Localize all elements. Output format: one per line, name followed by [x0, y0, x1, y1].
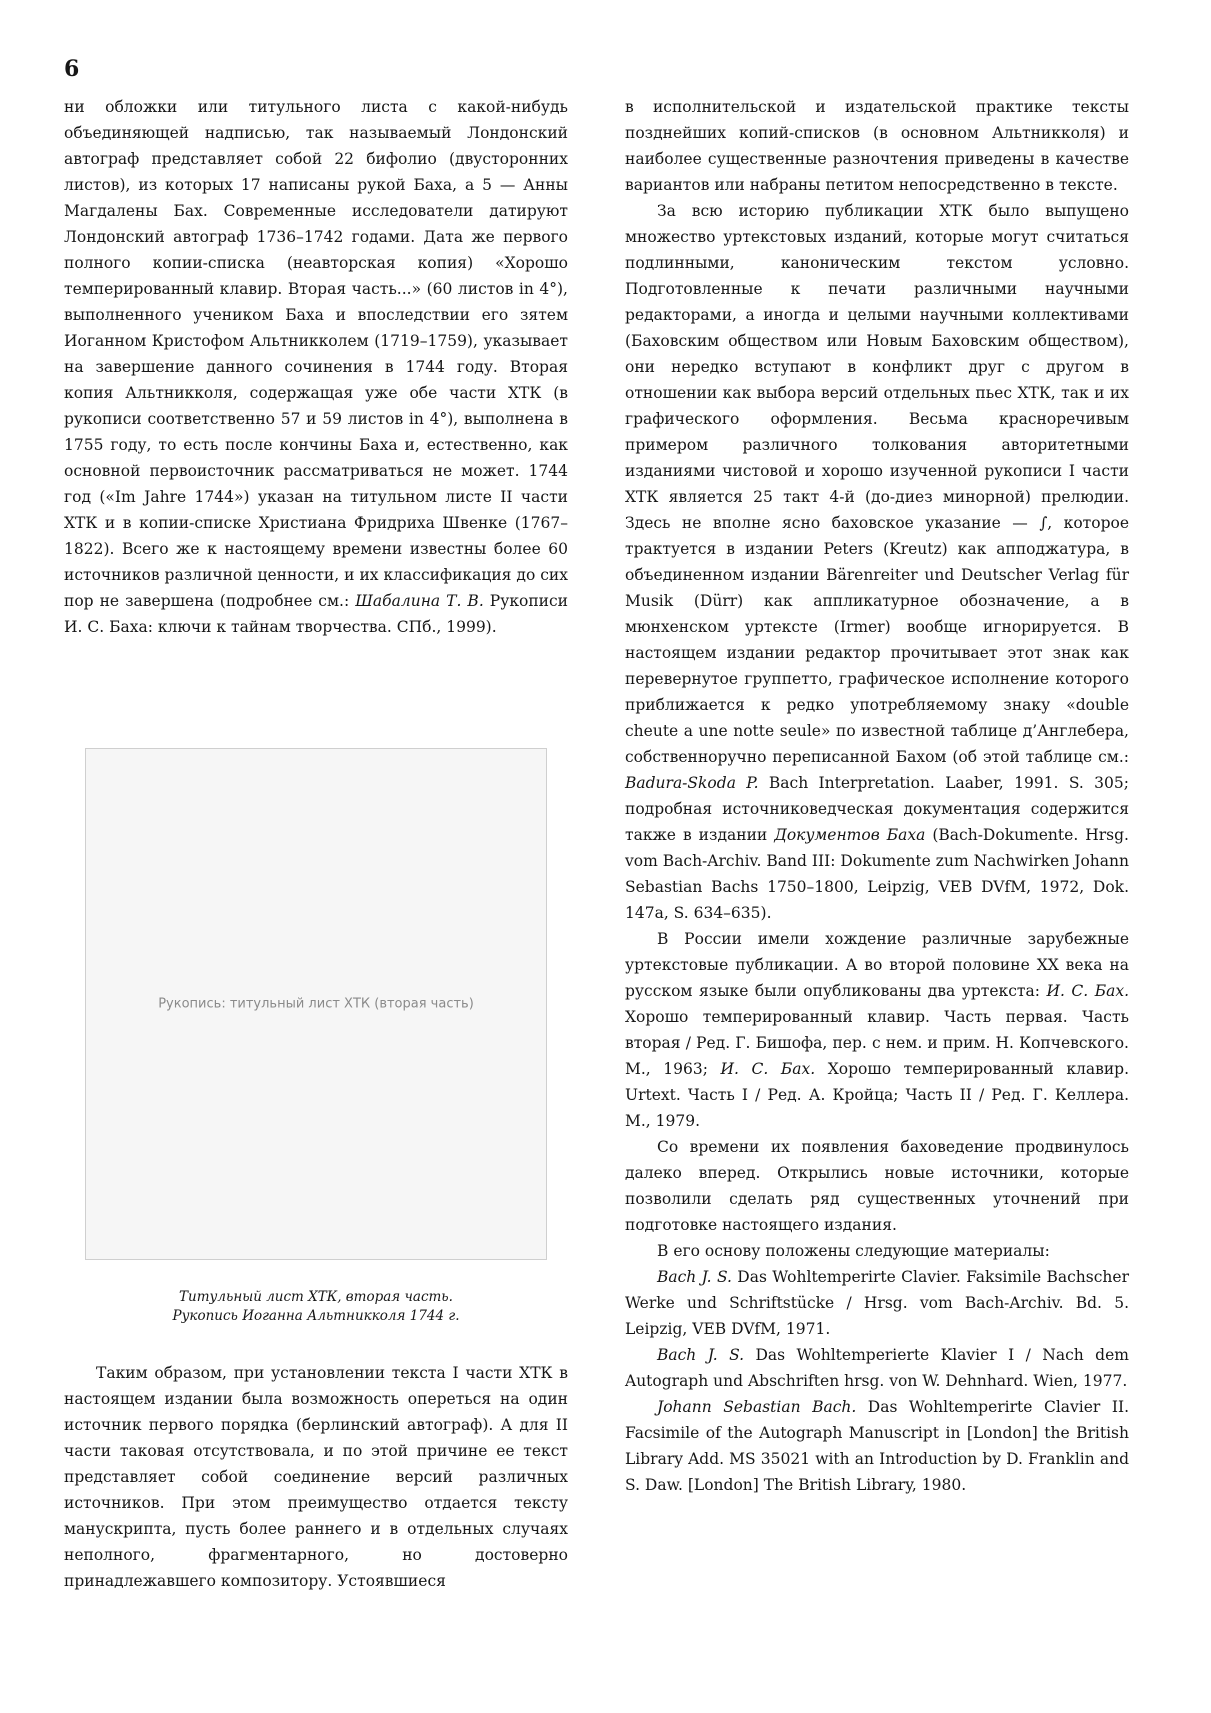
reference-text: Das Wohltemperirte Clavier. Faksimile Bachscher Werke und Schriftstücke / Hrsg. vom Bach-Archiv. Bd. 5. Leipzig, VEB DVfM, 1971. [625, 1268, 1129, 1338]
text-run: Рукописи И. С. Баха: ключи к тайнам творчества. СПб., 1999). [64, 592, 569, 636]
author-citation: И. С. Бах. [1046, 982, 1129, 1000]
ornament-symbol: ∫ [1039, 514, 1048, 532]
caption-line-2: Рукопись Иоганна Альтникколя 1744 г. [172, 1308, 460, 1324]
text-run: За всю историю публикации ХТК было выпущено множество уртекстовых изданий, которые могут считаться подлинными, каноническим текстом условно. Подготовленные к печати различными научными редакторами, а иногда и целыми научными коллективами (Баховским обществом или Новым Баховским обществом), они нередко вступают в конфликт друг с другом в отношении как выбора версий отдельных пьес ХТК, так и их графического оформления. Весьма красноречивым примером различного толкования авторитетными изданиями чистовой и хорошо изученной рукописи I части ХТК является 25 такт 4-й (до-диез минорной) прелюдии. Здесь не вполне ясно баховское указание — [625, 202, 1129, 532]
reference-author: Bach J. S. [657, 1268, 732, 1286]
text-run: (Bach-Dokumente. Hrsg. vom Bach-Archiv. Band III: Dokumente zum Nachwirken Johann Sebastian Bachs 1750–1800, Leipzig, VEB DVfM, 1972, Dok. 147a, S. 634–635). [625, 826, 1129, 922]
title-citation: Документов Баха [774, 826, 926, 844]
manuscript-image [85, 748, 547, 1260]
text-run: , которое трактуется в издании Peters (Kreutz) как апподжатура, в объединенном издании Bärenreiter und Deutscher Verlag für Musik (Dürr) как аппликатурное обозначение, а в мюнхенском уртексте (Irmer) вообще игнорируется. В настоящем издании редактор прочитывает этот знак как перевернутое группетто, графическое исполнение которого приближается к редко употребляемому знаку «double cheute a une notte seule» по известной таблице д’Англебера, собственноручно переписанной Бахом (об этой таблице см.: [625, 514, 1129, 766]
right-paragraph-5: В его основу положены следующие материалы: [657, 1242, 1050, 1260]
author-citation: Badura-Skoda P. [625, 774, 759, 792]
caption-line-1: Титульный лист ХТК, вторая часть. [179, 1289, 453, 1305]
right-paragraph-1: в исполнительской и издательской практике тексты позднейших копий-списков (в основном Альтникколя) и наиболее существенные разночтения приведены в качестве вариантов или набраны петитом непосредственно в тексте. [625, 98, 1129, 194]
right-paragraph-2 [625, 198, 1129, 926]
author-citation: Шабалина Т. В. [355, 592, 484, 610]
left-paragraph-1 [64, 94, 568, 640]
text-run: Хорошо темперированный клавир. Urtext. Часть I / Ред. А. Кройца; Часть II / Ред. Г. Келлера. М., 1979. [625, 1060, 1130, 1130]
author-citation: И. С. Бах. [720, 1060, 816, 1078]
text-run: В России имели хождение различные зарубежные уртекстовые публикации. А во второй половине XX века на русском языке были опубликованы два уртекста: [625, 930, 1129, 1000]
reference-1 [625, 1264, 1129, 1342]
right-paragraph-4: Со времени их появления баховедение продвинулось далеко вперед. Открылись новые источники, которые позволили сделать ряд существенных уточнений при подготовке настоящего издания. [625, 1138, 1129, 1234]
right-column [625, 94, 1129, 1498]
reference-author: Bach J. S. [657, 1346, 745, 1364]
left-column [64, 94, 568, 640]
text-run: Хорошо темперированный клавир. Часть первая. Часть вторая / Ред. Г. Бишофа, пер. с нем. и прим. Н. Копчевского. М., 1963; [625, 1008, 1129, 1078]
reference-2 [625, 1342, 1129, 1394]
text-run: ни обложки или титульного листа с какой-нибудь объединяющей надписью, так называемый Лондонский автограф представляет собой 22 бифолио (двусторонних листов), из которых 17 написаны рукой Баха, а 5 — Анны Магдалены Бах. Современные исследователи датируют Лондонский автограф 1736–1742 годами. Дата же первого полного копии-списка (неавторская копия) «Хорошо темперированный клавир. Вторая часть...» (60 листов in 4°), выполненного учеником Баха и впоследствии его зятем Иоганном Кристофом Альтникколем (1719–1759), указывает на завершение данного сочинения в 1744 году. Вторая копия Альтникколя, содержащая уже обе части ХТК (в рукописи соответственно 57 и 59 листов in 4°), выполнена в 1755 году, то есть после кончины Баха и, естественно, как основной первоисточник рассматриваться не может. 1744 год («Im Jahre 1744») указан на титульном листе II части ХТК и в копии-списке Христиана Фридриха Швенке (1767–1822). Всего же к настоящему времени известны более 60 источников различной ценности, и их классификация до сих пор не завершена (подробнее см.: [64, 98, 568, 610]
manuscript-figure [64, 748, 568, 1326]
reference-text: Das Wohltemperirte Clavier II. Facsimile of the Autograph Manuscript in [London] the British Library Add. MS 35021 with an Introduction by D. Franklin and S. Daw. [London] The British Library, 1980. [625, 1398, 1129, 1494]
text-run: Bach Interpretation. Laaber, 1991. S. 305; подробная источниковедческая документация содержится также в издании [625, 774, 1129, 844]
left-column-lower [64, 1360, 568, 1594]
reference-author: Johann Sebastian Bach. [657, 1398, 857, 1416]
figure-caption [64, 1288, 568, 1326]
reference-text: Das Wohltemperierte Klavier I / Nach dem Autograph und Abschriften hrsg. von W. Dehnhard. Wien, 1977. [625, 1346, 1129, 1390]
page-number: 6 [64, 56, 80, 82]
right-paragraph-3 [625, 926, 1129, 1134]
reference-3 [625, 1394, 1129, 1498]
manuscript-image-label: Рукопись: титульный лист ХТК (вторая часть) [158, 996, 474, 1012]
left-paragraph-2: Таким образом, при установлении текста I части ХТК в настоящем издании была возможность опереться на один источник первого порядка (берлинский автограф). А для II части таковая отсутствовала, и по этой причине ее текст представляет собой соединение версий различных источников. При этом преимущество отдается тексту манускрипта, пусть более раннего и в отдельных случаях неполного, фрагментарного, но достоверно принадлежавшего композитору. Устоявшиеся [64, 1364, 568, 1590]
